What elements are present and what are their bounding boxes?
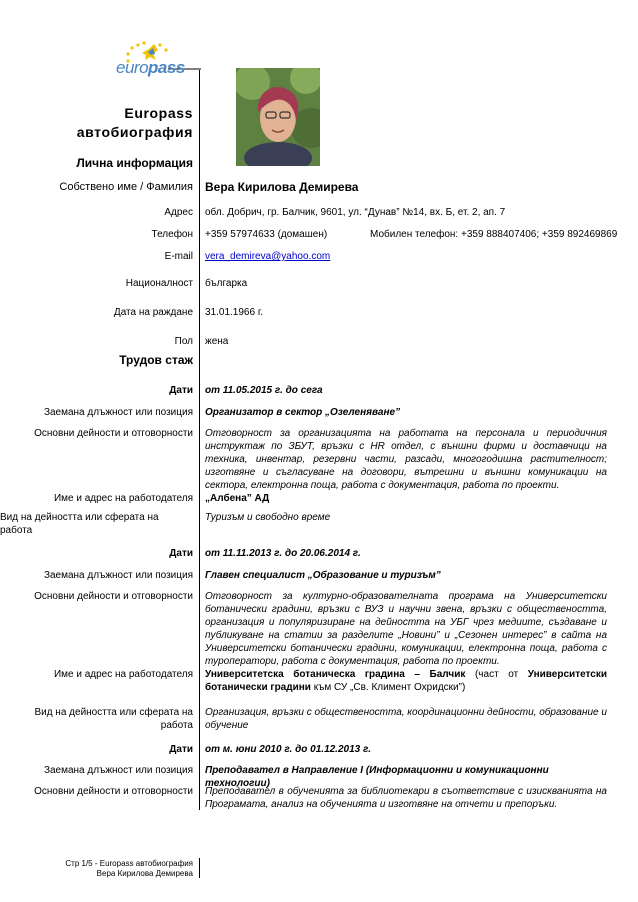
footer-divider	[199, 858, 200, 878]
logo-text-pass: pass	[148, 58, 185, 77]
job3-activities-label: Основни дейности и отговорности	[34, 786, 193, 797]
phone-label: Телефон	[151, 229, 193, 240]
email-label: E-mail	[164, 251, 193, 262]
europass-logo	[108, 36, 203, 84]
job3-position-label: Заемана длъжност или позиция	[43, 765, 193, 776]
name-label: Собствено име / Фамилия	[59, 181, 193, 193]
mobile-label: Мобилен телефон:	[370, 229, 459, 240]
job1-dates: от 11.05.2015 г. до сега	[205, 385, 323, 396]
nationality-value: българка	[205, 278, 248, 289]
job1-activities: Отговорност за организацията на работата на персонала и периодичния инструктаж по ЗБУТ, връзки с HR отдел, с външни фирми и доставчици на техника, инвентар, резервни части, разсади, многогодишна растителност; изготвяне и съгласуване на договори, вътрешни и външни комуникации на сектора, електронна поща, работа с документация, работа по проекти.	[205, 428, 607, 491]
job3-dates: от м. юни 2010 г. до 01.12.2013 г.	[205, 744, 371, 755]
job2-sector-label-b: работа	[160, 720, 193, 731]
job2-employer-parent: Университетски ботанически градини	[205, 669, 607, 693]
job2-dates-label: Дати	[169, 548, 193, 559]
title-line2: автобиография	[76, 124, 193, 140]
job3-position: Преподавател в Направление I (Информационни и комуникационни технологии)	[205, 765, 549, 789]
job1-activities-label: Основни дейности и отговорности	[34, 428, 193, 439]
birth-value: 31.01.1966 г.	[205, 307, 264, 318]
title-line1: Europass	[124, 105, 193, 121]
mobile-value: +359 888407406; +359 892469869	[461, 229, 618, 240]
job2-dates: от 11.11.2013 г. до 20.06.2014 г.	[205, 548, 361, 559]
job3-activities: Преподавател в обученията за библиотекари в съответствие с изискванията на Програмата, анализ на обученията и изготвяне на отчети и препоръки.	[205, 786, 607, 810]
job1-sector: Туризъм и свободно време	[205, 512, 331, 523]
job2-employer-mid: (част от	[474, 669, 519, 680]
gender-value: жена	[205, 336, 229, 347]
job2-employer-label: Име и адрес на работодателя	[53, 669, 193, 680]
section-heading-personal: Лична информация	[76, 156, 193, 170]
job2-sector: Организация, връзки с обществеността, координационни дейности, образование и обучение	[205, 707, 607, 731]
job2-activities-label: Основни дейности и отговорности	[34, 591, 193, 602]
cv-title	[77, 104, 193, 142]
email-value-row	[205, 250, 607, 263]
full-name: Вера Кирилова Демирева	[205, 180, 359, 194]
address-label: Адрес	[164, 207, 193, 218]
job2-employer	[205, 668, 607, 694]
job2-sector-label	[34, 706, 193, 732]
logo-text-euro: euro	[116, 58, 149, 77]
job2-activities: Отговорност за културно-образователната програма на Университетски ботанически градини, връзки с ВУЗ и научни звена, връзки с обществеността, организация и популяризиране на дейността на УБГ чрез медиите, създаване и публикуване на статии за разделите „Новини” и „Сезонен интерес” в сайта на Университетски ботанически градини, комуникации, електронна поща, работа с туроператори, работа с документация, работа по проекти.	[205, 591, 607, 667]
job1-dates-label: Дати	[169, 385, 193, 396]
profile-photo	[236, 68, 320, 166]
footer-name: Вера Кирилова Демирева	[96, 869, 193, 878]
footer-page: Стр 1/5 - Europass автобиография	[65, 859, 193, 868]
job1-sector-label-b: работа	[0, 525, 33, 536]
job1-sector-label-a: Вид на дейността или сферата на	[0, 512, 159, 523]
job2-position-label: Заемана длъжност или позиция	[43, 570, 193, 581]
nationality-label: Националност	[125, 278, 193, 289]
email-link[interactable]: vera_demireva@yahoo.com	[205, 251, 331, 262]
section-heading-work: Трудов стаж	[119, 353, 193, 367]
column-divider-top	[199, 70, 200, 810]
job3-dates-label: Дати	[169, 744, 193, 755]
phone-value: +359 57974633 (домашен)	[205, 229, 328, 240]
job2-position: Главен специалист „Образование и туризъм”	[205, 570, 441, 581]
job1-employer-label: Име и адрес на работодателя	[53, 493, 193, 504]
birth-label: Дата на раждане	[113, 307, 193, 318]
job1-position: Организатор в сектор „Озеленяване”	[205, 407, 401, 418]
job1-sector-label	[0, 511, 159, 537]
job2-employer-tail: към СУ „Св. Климент Охридски”)	[313, 682, 466, 693]
job2-sector-label-a: Вид на дейността или сферата на	[34, 707, 193, 718]
address-value: обл. Добрич, гр. Балчик, 9601, ул. “Дунав” №14, вх. Б, ет. 2, ап. 7	[205, 207, 506, 218]
gender-label: Пол	[174, 336, 193, 347]
job2-employer-name: Университетска ботаническа градина – Балчик	[205, 669, 466, 680]
job1-employer: „Албена” АД	[205, 493, 270, 504]
page-footer	[65, 859, 193, 879]
job1-position-label: Заемана длъжност или позиция	[43, 407, 193, 418]
